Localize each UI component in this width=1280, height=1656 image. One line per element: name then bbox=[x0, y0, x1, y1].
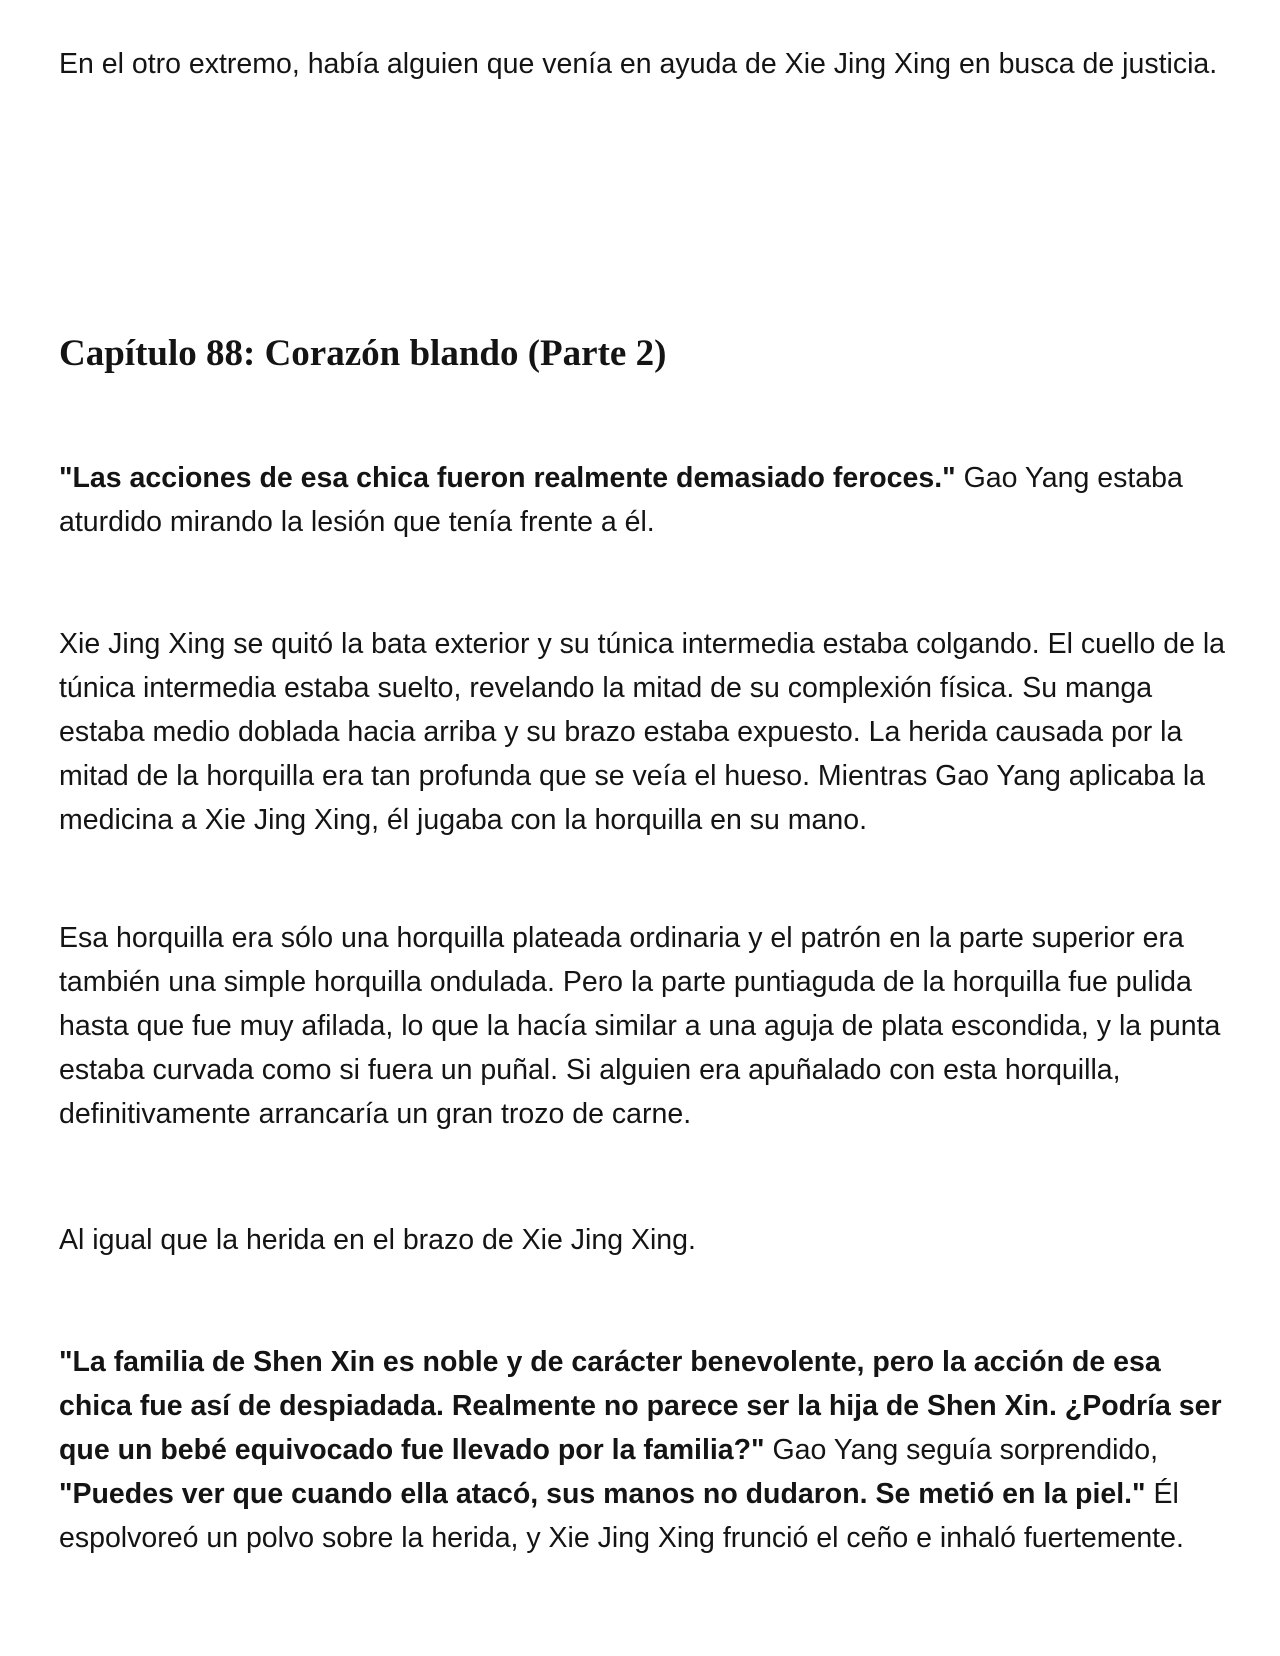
dialogue-bold: "Puedes ver que cuando ella atacó, sus manos no dudaron. Se metió en la piel." bbox=[59, 1478, 1146, 1510]
dialogue-bold: "La familia de Shen Xin es noble y de carácter benevolente, pero la acción de esa chica fue así de despiadada. Realmente no parece ser la hija de Shen Xin. ¿Podría ser que un bebé equivocado fue llevado por la familia?" bbox=[59, 1346, 1222, 1466]
paragraph-1 bbox=[59, 456, 1234, 544]
intro-paragraph bbox=[59, 42, 1234, 86]
paragraph-5 bbox=[59, 1340, 1234, 1560]
narration-text: Él espolvoreó un polvo sobre la herida, y Xie Jing Xing frunció el ceño e inhaló fuertemente. bbox=[59, 1478, 1184, 1554]
paragraph-3 bbox=[59, 916, 1234, 1136]
narration-text: Xie Jing Xing se quitó la bata exterior y su túnica intermedia estaba colgando. El cuello de la túnica intermedia estaba suelto, revelando la mitad de su complexión física. Su manga estaba medio doblada hacia arriba y su brazo estaba expuesto. La herida causada por la mitad de la horquilla era tan profunda que se veía el hueso. Mientras Gao Yang aplicaba la medicina a Xie Jing Xing, él jugaba con la horquilla en su mano. bbox=[59, 628, 1226, 836]
narration-text: Al igual que la herida en el brazo de Xie Jing Xing. bbox=[59, 1224, 696, 1256]
chapter-title: Capítulo 88: Corazón blando (Parte 2) bbox=[59, 333, 667, 374]
narration-text: Gao Yang seguía sorprendido, bbox=[764, 1434, 1159, 1466]
paragraph-4 bbox=[59, 1218, 1234, 1262]
narration-text: Gao Yang estaba aturdido mirando la lesión que tenía frente a él. bbox=[59, 462, 1183, 538]
intro-text: En el otro extremo, había alguien que venía en ayuda de Xie Jing Xing en busca de justicia. bbox=[59, 48, 1218, 80]
paragraph-2 bbox=[59, 622, 1234, 842]
narration-text: Esa horquilla era sólo una horquilla plateada ordinaria y el patrón en la parte superior era también una simple horquilla ondulada. Pero la parte puntiaguda de la horquilla fue pulida hasta que fue muy afilada, lo que la hacía similar a una aguja de plata escondida, y la punta estaba curvada como si fuera un puñal. Si alguien era apuñalado con esta horquilla, definitivamente arrancaría un gran trozo de carne. bbox=[59, 922, 1221, 1130]
dialogue-bold: "Las acciones de esa chica fueron realmente demasiado feroces." bbox=[59, 462, 956, 494]
